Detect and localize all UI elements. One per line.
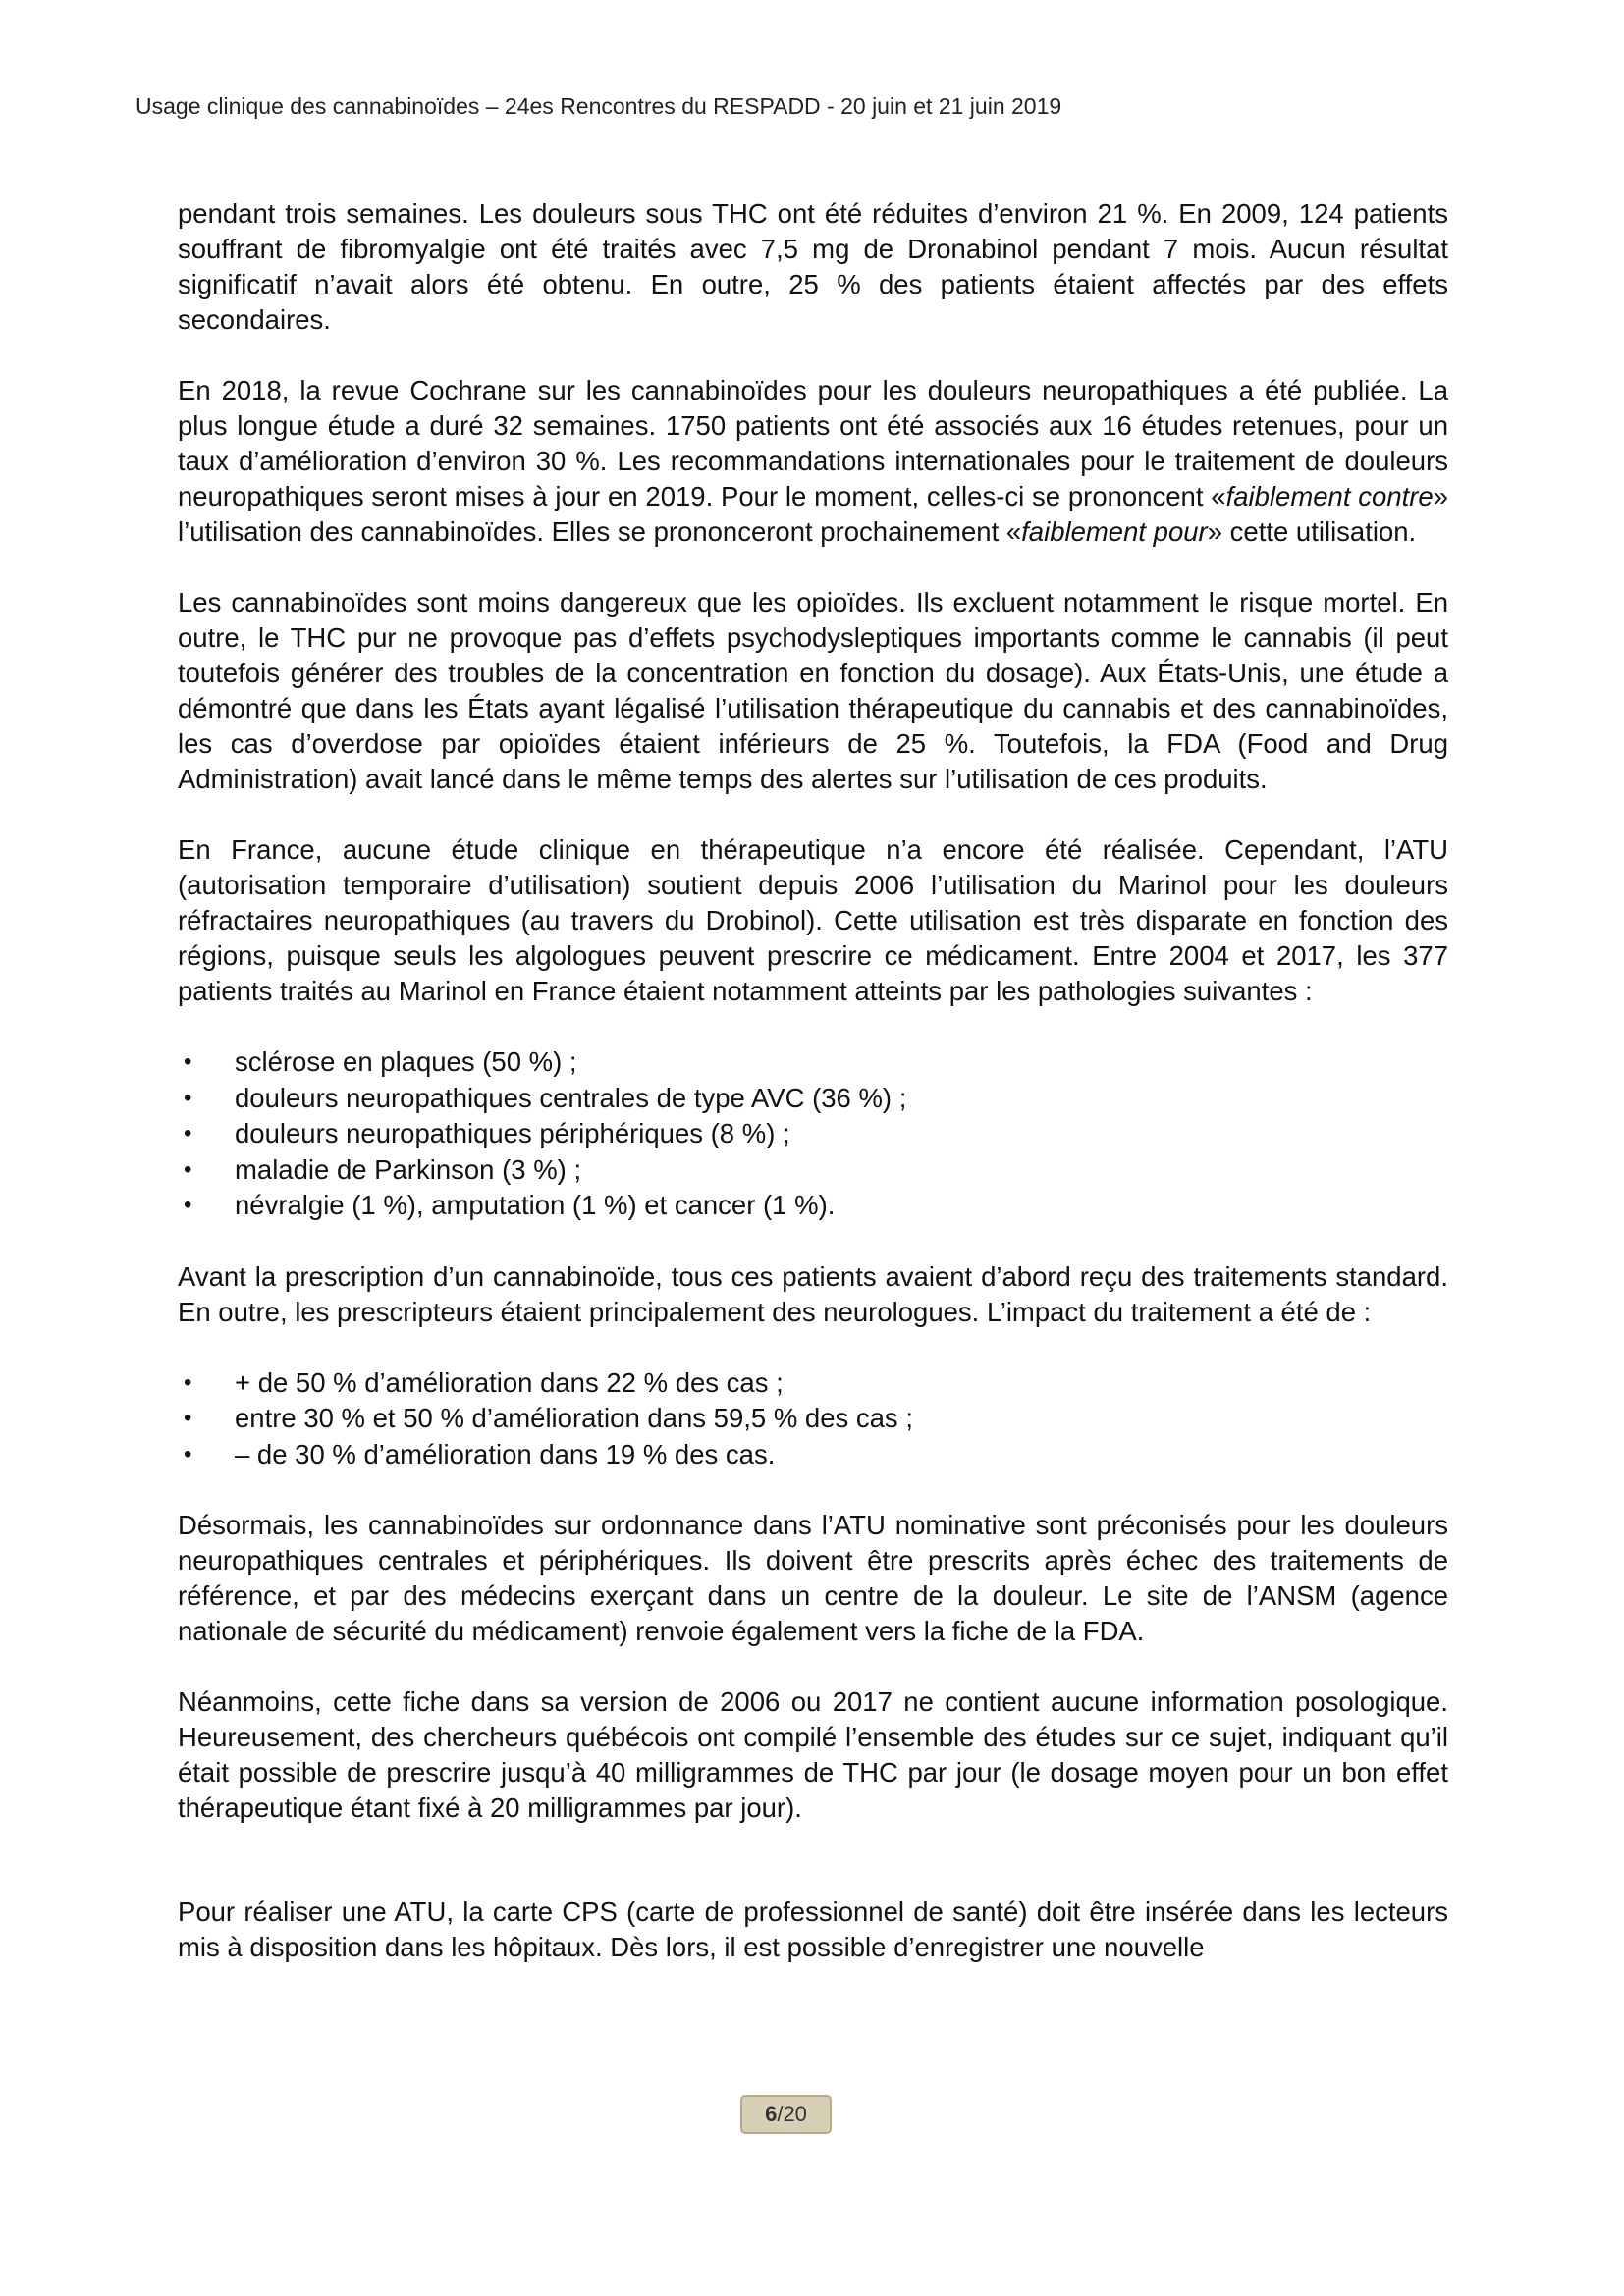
paragraph-5: Avant la prescription d’un cannabinoïde, tous ces patients avaient d’abord reçu des traitements standard. En outre, les prescripteurs étaient principalement des neurologues. L’impact du traitement a été de : — [178, 1260, 1448, 1327]
paragraph-6: Désormais, les cannabinoïdes sur ordonnance dans l’ATU nominative sont préconisés pour les douleurs neuropathiques centrales et périphériques. Ils doivent être prescrits après échec des traitements de référence, et par des médecins exerçant dans un centre de la douleur. Le site de l’ANSM (agence nationale de sécurité du médicament) renvoie également vers la fiche de la FDA. — [178, 1510, 1448, 1646]
list-item: • + de 50 % d’amélioration dans 22 % des cas ; — [178, 1365, 1448, 1402]
paragraph-2-part-a: En 2018, la revue Cochrane sur les cannabinoïdes pour les douleurs neuropathiques a été publiée. La plus longue étude a duré 32 semaines. 1750 patients ont été associés aux 16 études retenues, pour un taux d’amélioration d’environ 30 %. Les recommandations internationales pour le traitement de douleurs neuropathiques seront mises à jour en 2019. Pour le moment, celles-ci se prononcent « — [178, 375, 1448, 511]
paragraph-2-part-c: » cette utilisation. — [1207, 516, 1417, 547]
paragraph-1: pendant trois semaines. Les douleurs sous THC ont été réduites d’environ 21 %. En 2009, 124 patients souffrant de fibromyalgie ont été traités avec 7,5 mg de Dronabinol pendant 7 mois. Aucun résultat significatif n’avait alors été obtenu. En outre, 25 % des patients étaient affectés par des effets secondaires. — [178, 198, 1448, 335]
impact-list — [178, 1365, 1448, 1473]
list-item: • entre 30 % et 50 % d’amélioration dans 59,5 % des cas ; — [178, 1401, 1448, 1437]
paragraph-2 — [178, 373, 1448, 550]
emphasis-faiblement-contre: faiblement contre — [1225, 481, 1434, 511]
list-item: • – de 30 % d’amélioration dans 19 % des cas. — [178, 1437, 1448, 1473]
running-header: Usage clinique des cannabinoïdes – 24es Rencontres du RESPADD - 20 juin et 21 juin 2019 — [135, 93, 1062, 119]
paragraph-8: Pour réaliser une ATU, la carte CPS (carte de professionnel de santé) doit être insérée dans les lecteurs mis à disposition dans les hôpitaux. Dès lors, il est possible d’enregistrer une nouvelle — [178, 1896, 1448, 1962]
list-item: • sclérose en plaques (50 %) ; — [178, 1044, 1448, 1081]
body-text — [178, 196, 1448, 1965]
list-item: • névralgie (1 %), amputation (1 %) et cancer (1 %). — [178, 1188, 1448, 1224]
emphasis-faiblement-pour: faiblement pour — [1021, 516, 1208, 547]
list-item: • maladie de Parkinson (3 %) ; — [178, 1152, 1448, 1189]
total-pages: /20 — [777, 2102, 807, 2126]
current-page-number: 6 — [765, 2102, 778, 2126]
paragraph-7: Néanmoins, cette fiche dans sa version de 2006 ou 2017 ne contient aucune information posologique. Heureusement, des chercheurs québécois ont compilé l’ensemble des études sur ce sujet, indiquant qu’il était possible de prescrire jusqu’à 40 milligrammes de THC par jour (le dosage moyen pour un bon effet thérapeutique étant fixé à 20 milligrammes par jour). — [178, 1686, 1448, 1823]
paragraph-3: Les cannabinoïdes sont moins dangereux que les opioïdes. Ils excluent notamment le risque mortel. En outre, le THC pur ne provoque pas d’effets psychodysleptiques importants comme le cannabis (il peut toutefois générer des troubles de la concentration en fonction du dosage). Aux États-Unis, une étude a démontré que dans les États ayant légalisé l’utilisation thérapeutique du cannabis et des cannabinoïdes, les cas d’overdose par opioïdes étaient inférieurs de 25 %. Toutefois, la FDA (Food and Drug Administration) avait lancé dans le même temps des alertes sur l’utilisation de ces produits. — [178, 587, 1448, 794]
paragraph-4: En France, aucune étude clinique en thérapeutique n’a encore été réalisée. Cependant, l’ATU (autorisation temporaire d’utilisation) soutient depuis 2006 l’utilisation du Marinol pour les douleurs réfractaires neuropathiques (au travers du Drobinol). Cette utilisation est très disparate en fonction des régions, puisque seuls les algologues peuvent prescrire ce médicament. Entre 2004 et 2017, les 377 patients traités au Marinol en France étaient notamment atteints par les pathologies suivantes : — [178, 834, 1448, 1006]
paragraph-2-part-b: » l’utilisation des cannabinoïdes. Elles se prononceront prochainement « — [178, 481, 1449, 547]
pathologies-list — [178, 1044, 1448, 1224]
list-item: • douleurs neuropathiques centrales de type AVC (36 %) ; — [178, 1081, 1448, 1117]
page-number-badge — [740, 2095, 832, 2134]
list-item: • douleurs neuropathiques périphériques (8 %) ; — [178, 1116, 1448, 1152]
